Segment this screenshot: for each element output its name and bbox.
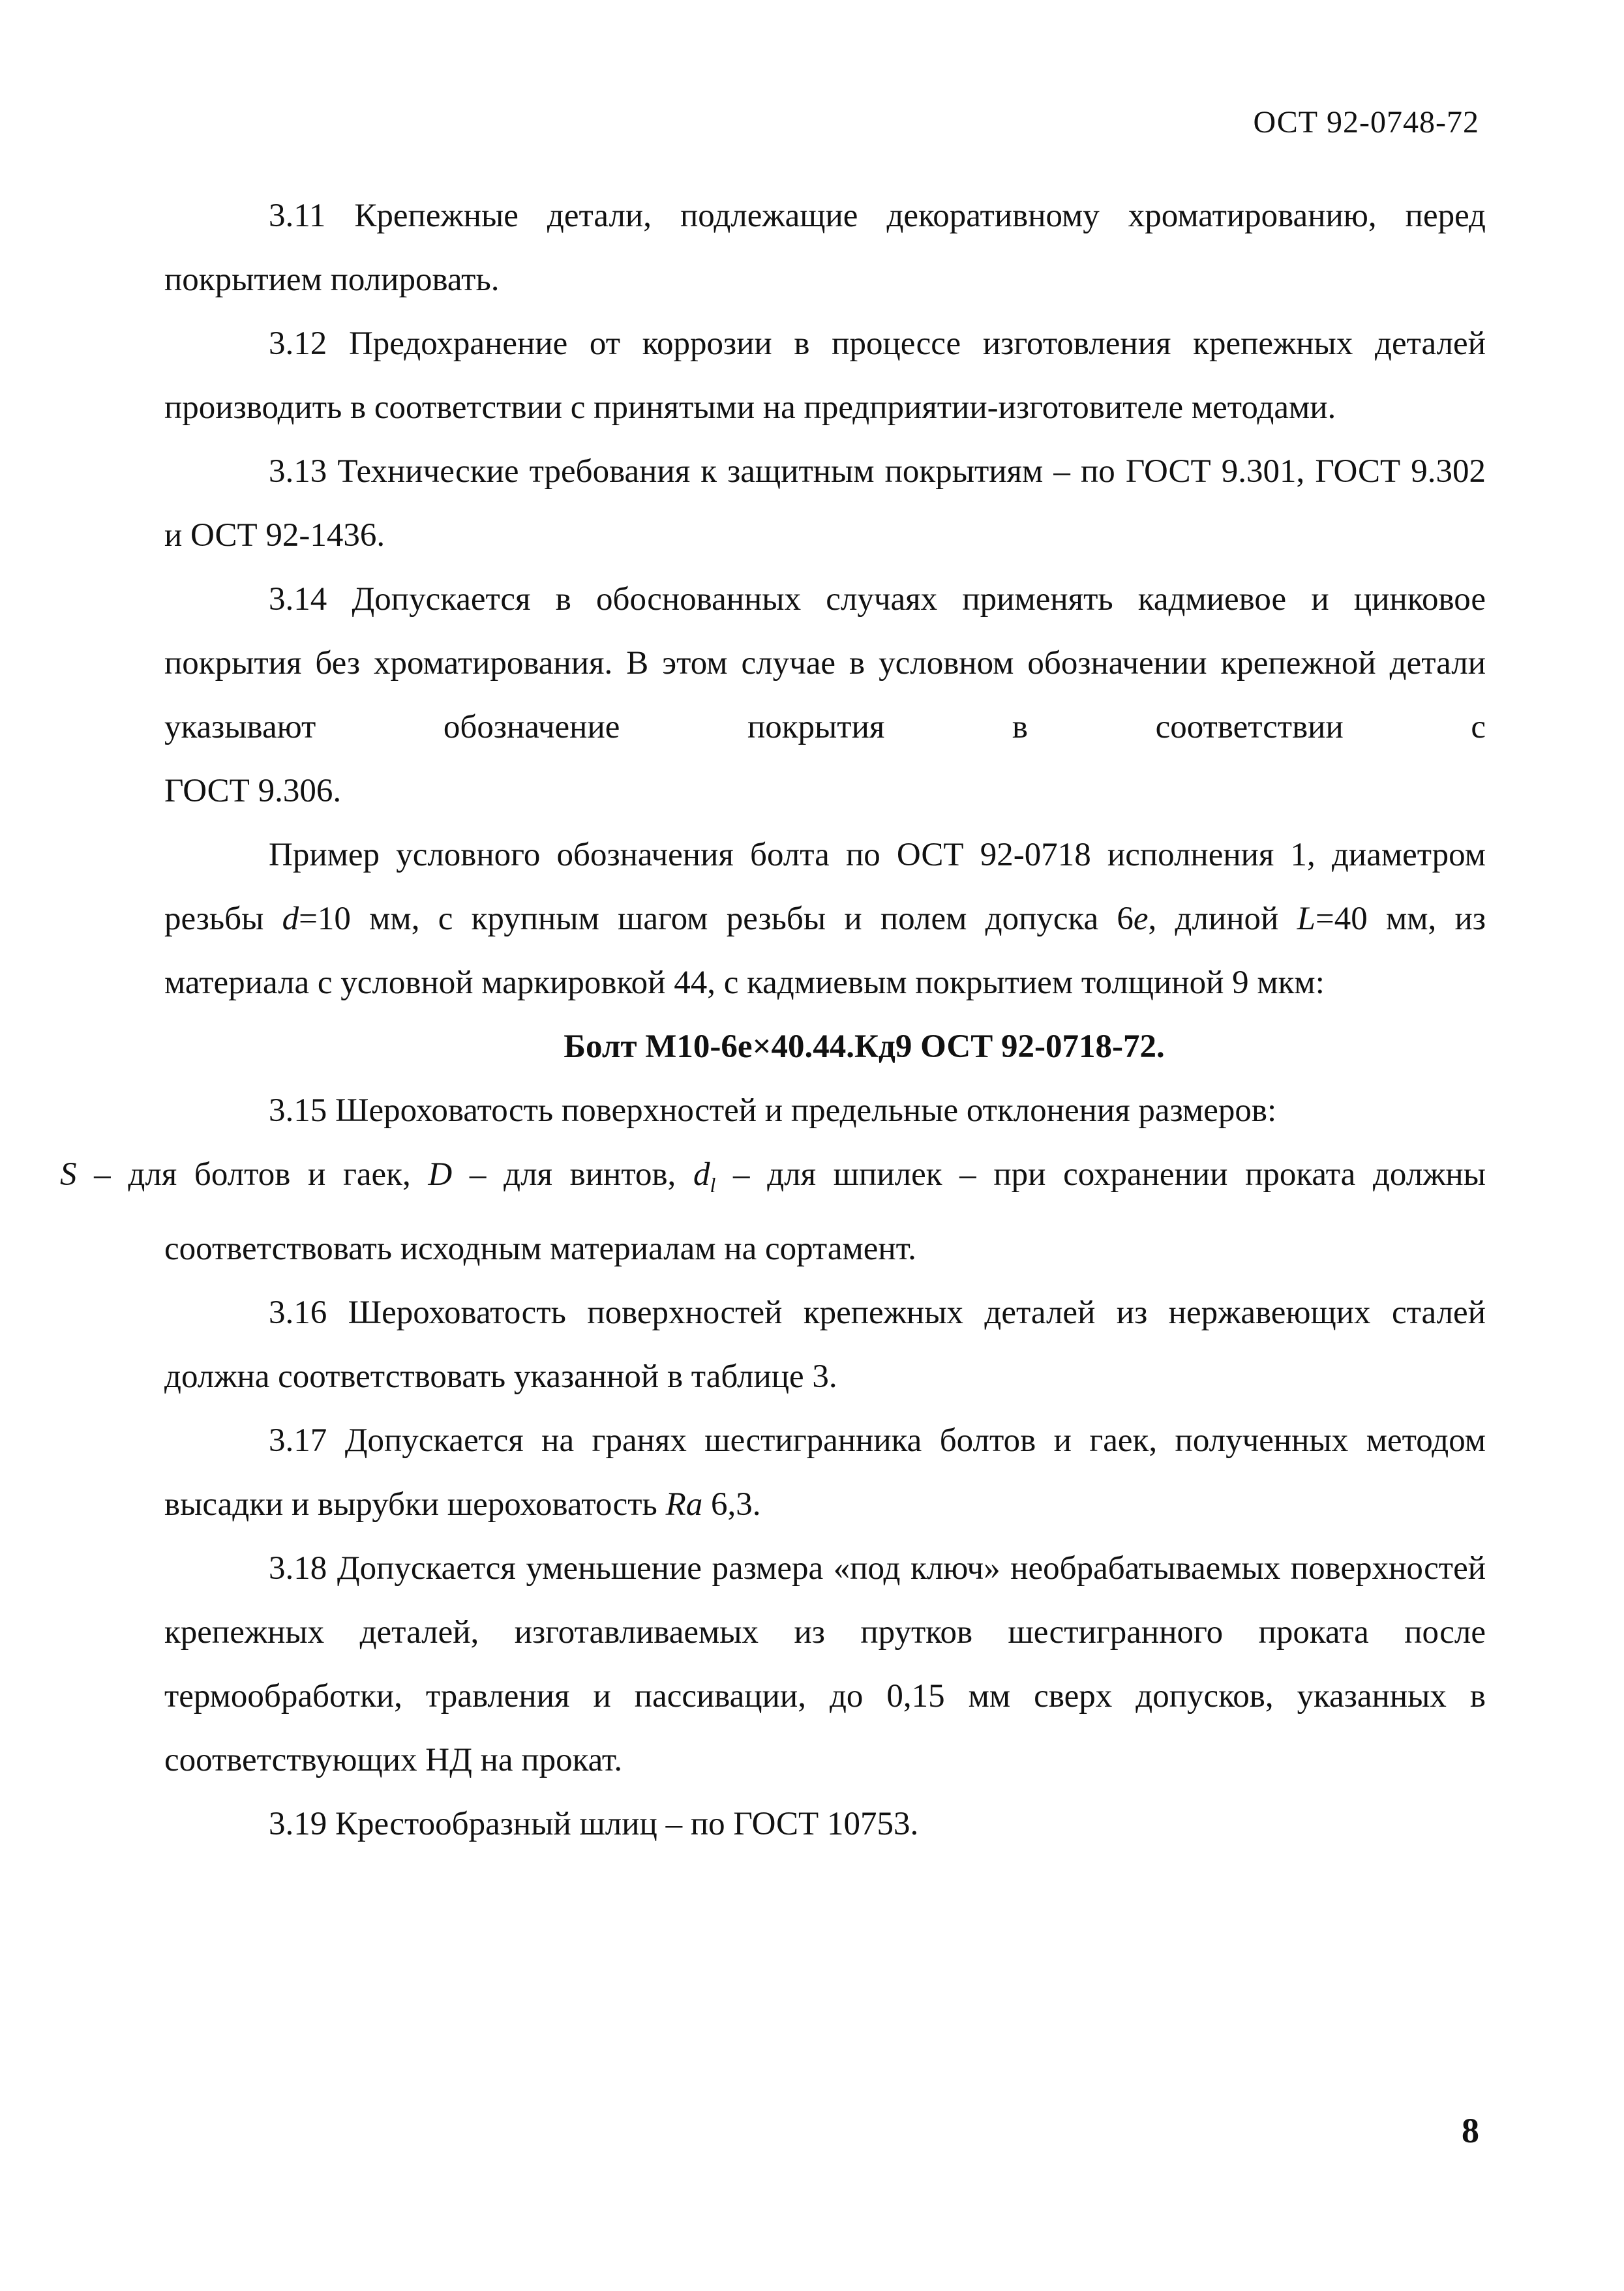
document-code: ОСТ 92-0748-72 [1253,105,1479,140]
example-text-4: =40 мм, из материала с условной маркировкой 44, с кадмиевым покрытием толщиной 9 мкм: [164,901,1486,1001]
clause-3-14-continuation: ГОСТ 9.306. [164,773,342,809]
page-number: 8 [1462,2111,1479,2150]
symbol-d1-subscript: l [710,1173,716,1197]
example-text-1: Пример условного обозначения болта по ОСТ 92-0718 исполнения 1, диаметром резьбы [164,837,1486,937]
clause-3-13: 3.13 Технические требования к защитным покрытиям – по ГОСТ 9.301, ГОСТ 9.302 и ОСТ 92-1436. [164,453,1486,554]
document-body [60,184,1486,1856]
clause-3-17 [164,1409,1486,1536]
symbol-big-d: D [428,1156,453,1193]
clause-3-14: 3.14 Допускается в обоснованных случаях применять кадмиевое и цинковое покрытия без хроматирования. В этом случае в условном обозначении крепежной детали указывают обозначение покрытия в соответствии с [164,581,1486,745]
clause-3-17-text-2: 6,3. [702,1486,761,1523]
symbol-d: d [282,901,299,937]
clause-3-15-text-2: – для болтов и гаек, [76,1156,429,1193]
symbol-ra: Ra [665,1486,703,1523]
clause-3-11: 3.11 Крепежные детали, подлежащие декоративному хроматированию, перед покрытием полировать. [164,198,1486,298]
clause-3-15-text-3: – для винтов, [452,1156,693,1193]
clause-3-15 [60,1079,1486,1281]
clause-3-18: 3.18 Допускается уменьшение размера «под ключ» необрабатываемых поверхностей крепежных деталей, изготавливаемых из прутков шестигранного проката после термообработки, травления и пассивации, до 0,15 мм сверх допусков, указанных в соответствующих НД на прокат. [164,1550,1486,1779]
clause-3-19: 3.19 Крестообразный шлиц – по ГОСТ 10753. [269,1806,919,1843]
bolt-designation: Болт М10-6е×40.44.Кд9 ОСТ 92-0718-72. [564,1028,1165,1065]
designation-example [164,823,1486,1015]
clause-3-15-text-1: 3.15 Шероховатость поверхностей и предельные отклонения размеров: [269,1092,1277,1129]
example-text-2: =10 мм, с крупным шагом резьбы и полем допуска 6 [299,901,1134,937]
example-text-3: , длиной [1148,901,1297,937]
symbol-e: e [1133,901,1149,937]
clause-3-12: 3.12 Предохранение от коррозии в процессе изготовления крепежных деталей производить в соответствии с принятыми на предприятии-изготовителе методами. [164,325,1486,426]
symbol-s: S [60,1156,77,1193]
clause-3-17-text-1: 3.17 Допускается на гранях шестигранника болтов и гаек, полученных методом высадки и вырубки шероховатость [164,1422,1486,1523]
clause-3-16: 3.16 Шероховатость поверхностей крепежных деталей из нержавеющих сталей должна соответствовать указанной в таблице 3. [164,1295,1486,1396]
symbol-l: L [1297,901,1316,937]
symbol-d1: d [693,1156,710,1193]
clause-3-15-text-4: – для шпилек – при сохранении проката должны соответствовать исходным материалам на сортамент. [164,1156,1486,1268]
